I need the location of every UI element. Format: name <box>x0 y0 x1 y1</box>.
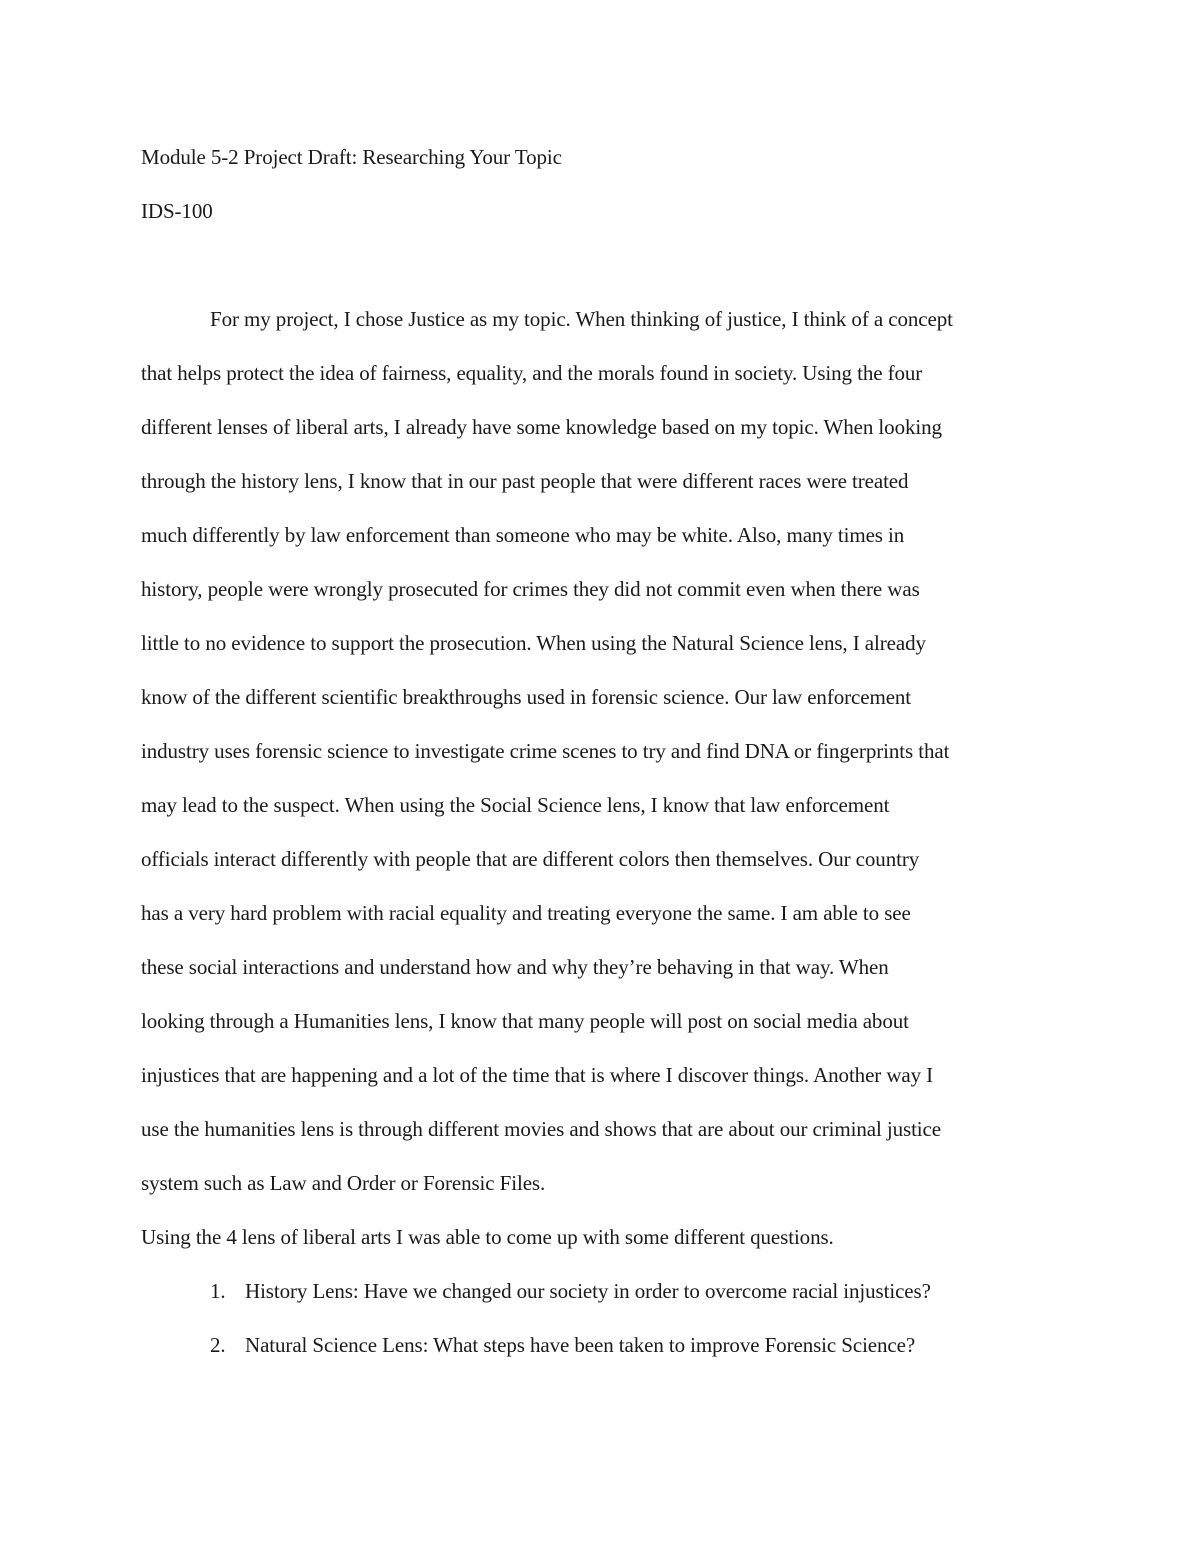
list-item <box>141 1318 1061 1372</box>
paragraph-line: little to no evidence to support the prosecution. When using the Natural Science lens, I already <box>141 631 926 655</box>
body-paragraph <box>141 292 1061 1210</box>
paragraph-line: injustices that are happening and a lot of the time that is where I discover things. Another way I <box>141 1063 934 1087</box>
paragraph-line: through the history lens, I know that in our past people that were different races were treated <box>141 469 909 493</box>
paragraph-line: industry uses forensic science to investigate crime scenes to try and find DNA or fingerprints that <box>141 739 950 763</box>
paragraph-line: use the humanities lens is through different movies and shows that are about our criminal justice <box>141 1117 941 1141</box>
paragraph-line: looking through a Humanities lens, I know that many people will post on social media about <box>141 1009 909 1033</box>
paragraph-line: much differently by law enforcement than someone who may be white. Also, many times in <box>141 523 905 547</box>
document-content <box>141 130 1061 1372</box>
blank-line <box>141 238 1061 292</box>
paragraph-line: may lead to the suspect. When using the Social Science lens, I know that law enforcement <box>141 793 890 817</box>
paragraph-line: different lenses of liberal arts, I already have some knowledge based on my topic. When looking <box>141 415 942 439</box>
paragraph-line: For my project, I chose Justice as my topic. When thinking of justice, I think of a concept <box>210 307 953 331</box>
list-number: 2. <box>210 1333 226 1357</box>
paragraph-line: these social interactions and understand how and why they’re behaving in that way. When <box>141 955 889 979</box>
list-item <box>141 1264 1061 1318</box>
document-title: Module 5-2 Project Draft: Researching Your Topic <box>141 145 562 169</box>
paragraph-line: history, people were wrongly prosecuted for crimes they did not commit even when there was <box>141 577 920 601</box>
paragraph-line: system such as Law and Order or Forensic Files. <box>141 1171 546 1195</box>
list-text: Natural Science Lens: What steps have been taken to improve Forensic Science? <box>245 1333 916 1357</box>
paragraph-line: officials interact differently with people that are different colors then themselves. Our country <box>141 847 920 871</box>
paragraph-line: know of the different scientific breakthroughs used in forensic science. Our law enforcement <box>141 685 912 709</box>
questions-list <box>141 1264 1061 1372</box>
course-code: IDS-100 <box>141 199 213 223</box>
paragraph-line: has a very hard problem with racial equality and treating everyone the same. I am able to see <box>141 901 911 925</box>
paragraph-line: that helps protect the idea of fairness, equality, and the morals found in society. Using the four <box>141 361 923 385</box>
list-number: 1. <box>210 1279 226 1303</box>
questions-intro: Using the 4 lens of liberal arts I was able to come up with some different questions. <box>141 1225 834 1249</box>
list-text: History Lens: Have we changed our society in order to overcome racial injustices? <box>245 1279 931 1303</box>
